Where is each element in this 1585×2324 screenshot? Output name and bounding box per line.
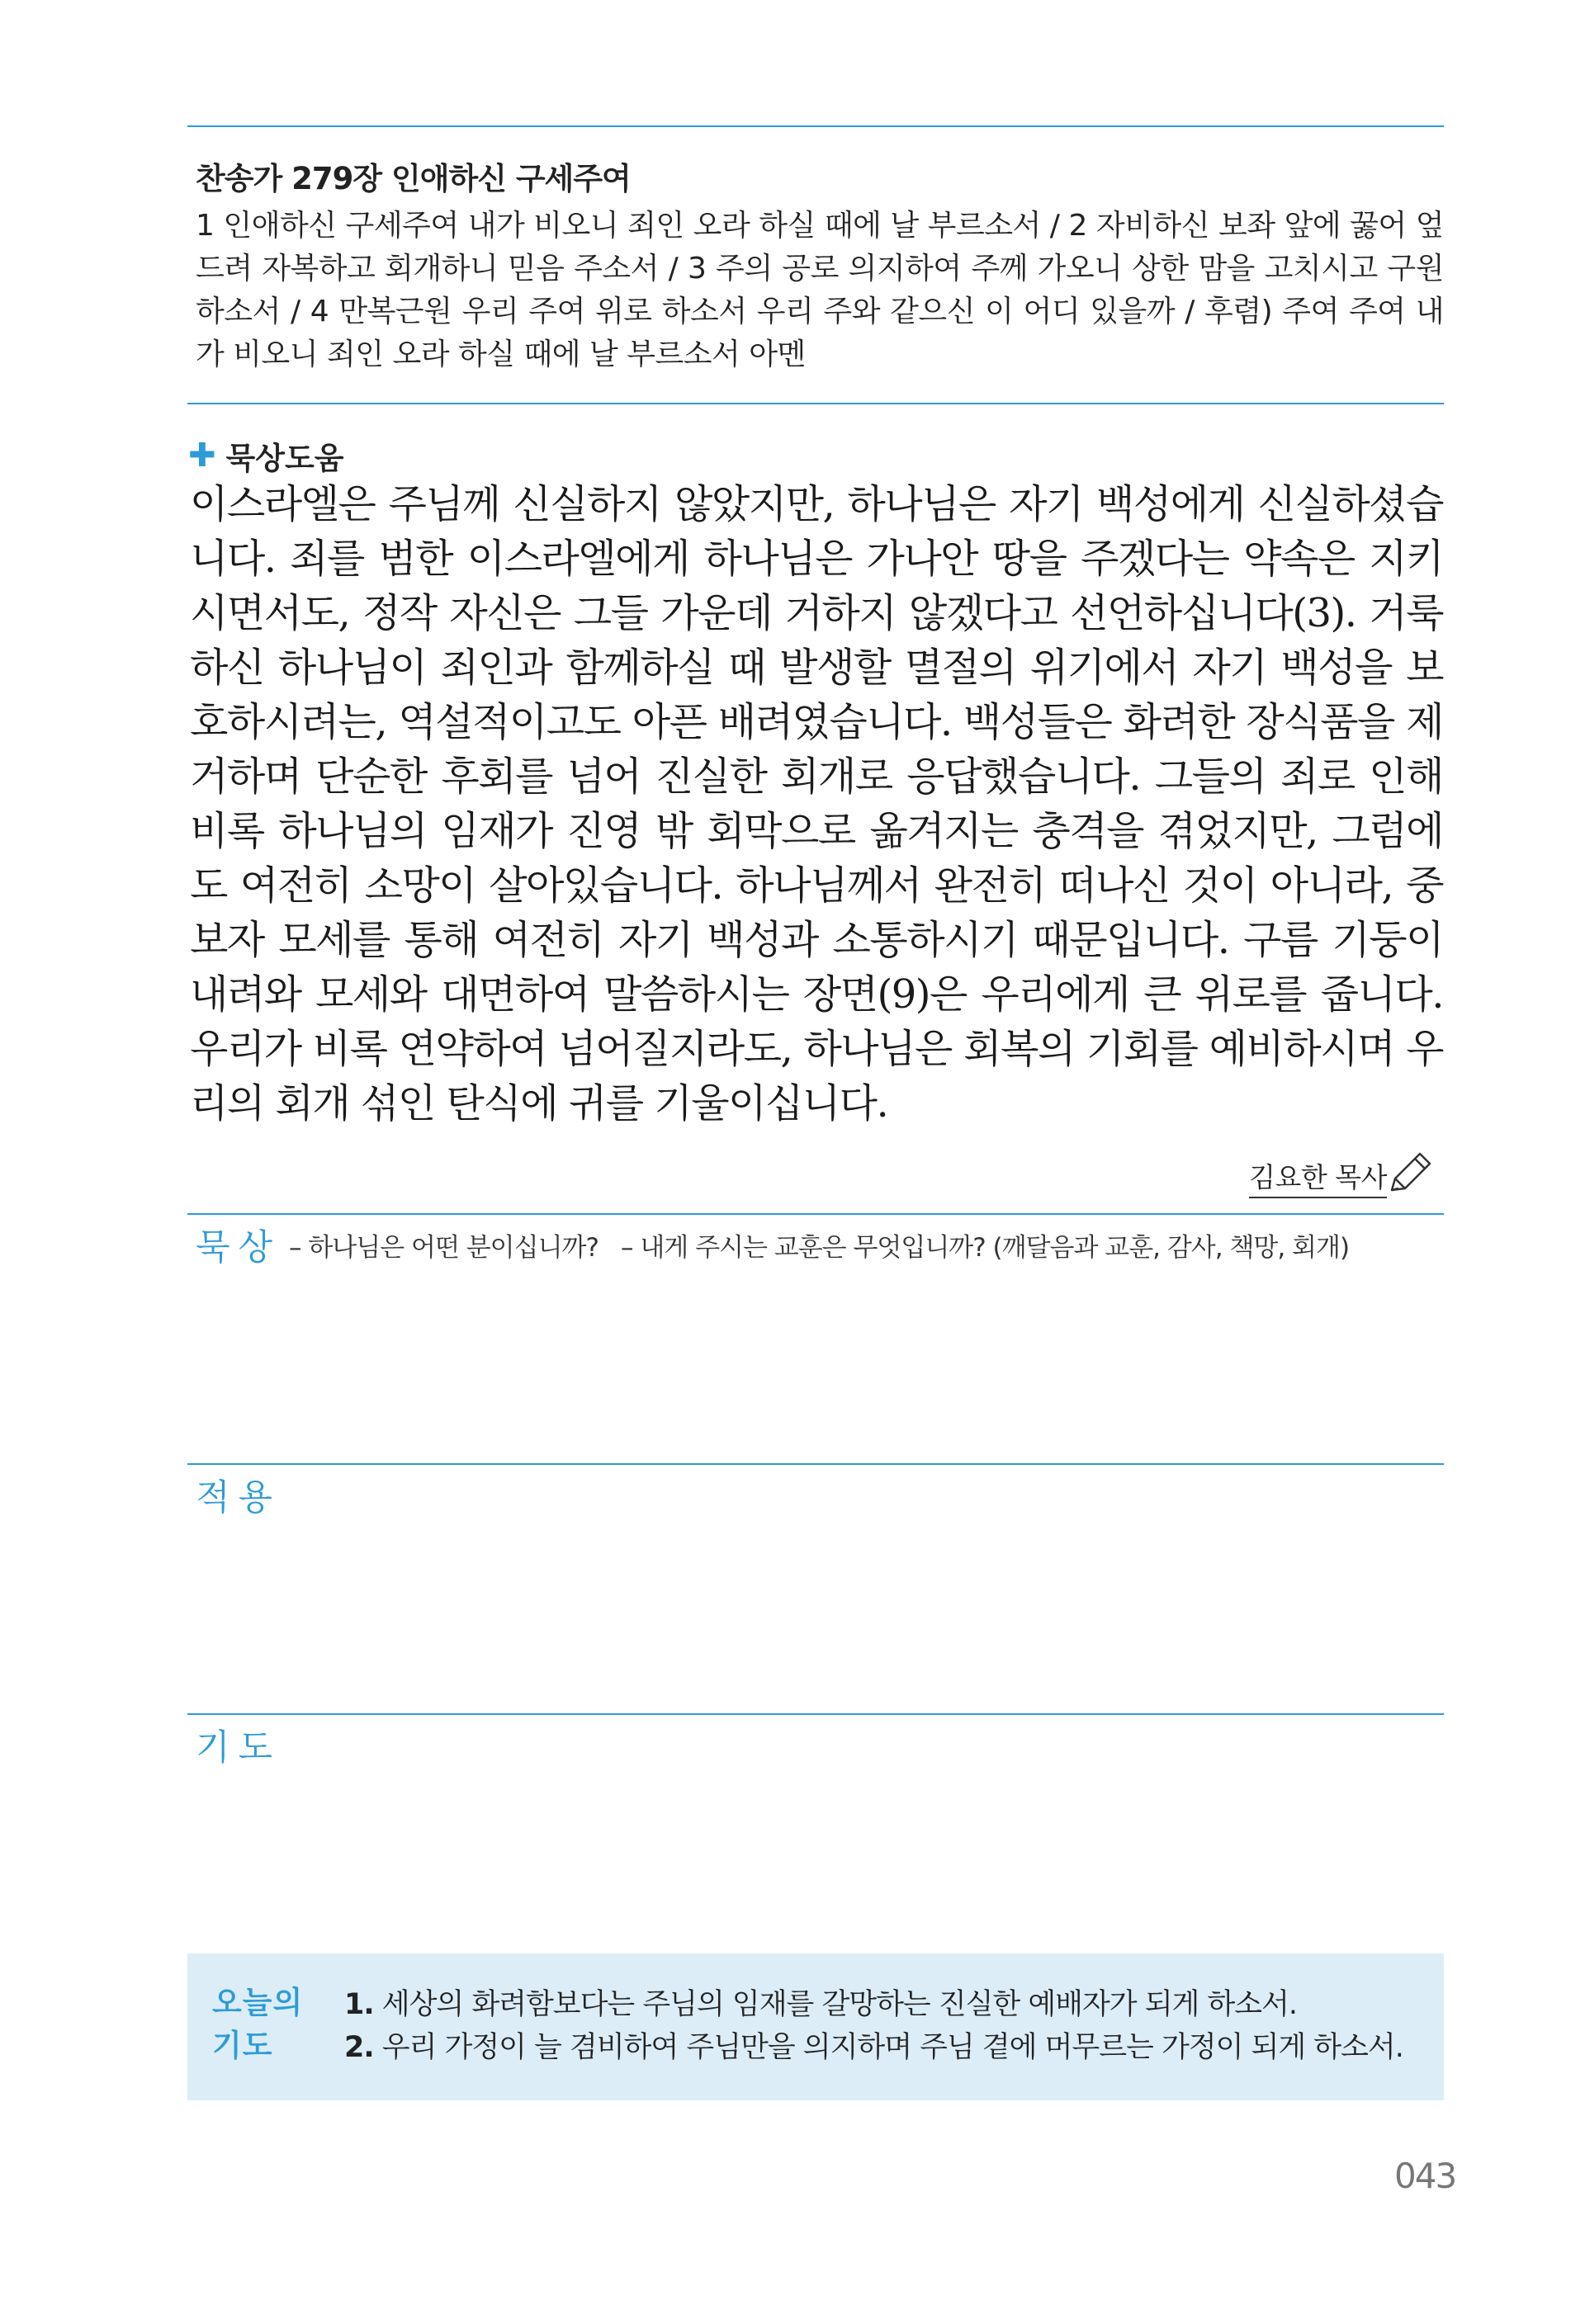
meditate-divider — [187, 1213, 1444, 1215]
top-divider — [187, 125, 1444, 127]
hymn-lyrics: 1 인애하신 구세주여 내가 비오니 죄인 오라 하실 때에 날 부르소서 / 2 자비하신 보좌 앞에 꿇어 엎드려 자복하고 회개하니 믿음 주소서 / 3 주의 공로 의지하여 주께 가오니 상한 맘을 고치시고 구원 하소서 / 4 만복근원 우리 주여 위로 하소서 우리 주와 같으신 이 어디 있을까 / 후렴) 주여 주여 내가 비오니 죄인 오라 하실 때에 날 부르소서 아멘 — [196, 209, 1444, 371]
prayer-item — [344, 1983, 1403, 2026]
today-prayer-box — [187, 1953, 1444, 2100]
today-prayer-label — [212, 1982, 303, 2067]
hymn-title: 찬송가 279장 인애하신 구세주여 — [196, 161, 631, 196]
today-prayer-label-line2: 기도 — [212, 2028, 273, 2063]
today-prayer-list — [344, 1983, 1403, 2069]
prayer-item-number: 2. — [344, 2031, 374, 2064]
plus-icon: ✚ — [188, 437, 216, 475]
apply-divider — [187, 1463, 1444, 1465]
today-prayer-label-line1: 오늘의 — [212, 1985, 304, 2020]
pencil-icon — [1384, 1145, 1436, 1198]
section-label-apply: 적용 — [196, 1477, 282, 1519]
section-label-meditate: 묵상 — [196, 1227, 282, 1268]
author-signature — [1249, 1145, 1436, 1198]
prayer-item-number: 1. — [344, 1988, 374, 2021]
pray-divider — [187, 1713, 1444, 1715]
section-label-pray: 기도 — [196, 1727, 282, 1769]
hymn-divider — [187, 403, 1444, 404]
page-number: 043 — [1394, 2156, 1456, 2196]
meditation-header-label: 묵상도움 — [225, 441, 344, 476]
prayer-item-text: 우리 가정이 늘 겸비하여 주님만을 의지하며 주님 곁에 머무르는 가정이 되게 하소서. — [381, 2031, 1403, 2064]
meditate-question-1: – 하나님은 어떤 분이십니까? — [289, 1233, 599, 1263]
meditation-header — [188, 433, 343, 478]
meditate-question-2: – 내게 주시는 교훈은 무엇입니까? (깨달음과 교훈, 감사, 책망, 회개) — [621, 1233, 1350, 1263]
prayer-item — [344, 2026, 1403, 2069]
meditation-body: 이스라엘은 주님께 신실하지 않았지만, 하나님은 자기 백성에게 신실하셨습니다. 죄를 범한 이스라엘에게 하나님은 가나안 땅을 주겠다는 약속은 지키시면서도, 정작 자신은 그들 가운데 거하지 않겠다고 선언하십니다(3). 거룩하신 하나님이 죄인과 함께하실 때 발생할 멸절의 위기에서 자기 백성을 보호하시려는, 역설적이고도 아픈 배려였습니다. 백성들은 화려한 장식품을 제거하며 단순한 후회를 넘어 진실한 회개로 응답했습니다. 그들의 죄로 인해 비록 하나님의 임재가 진영 밖 회막으로 옮겨지는 충격을 겪었지만, 그럼에도 여전히 소망이 살아있습니다. 하나님께서 완전히 떠나신 것이 아니라, 중보자 모세를 통해 여전히 자기 백성과 소통하시기 때문입니다. 구름 기둥이 내려와 모세와 대면하여 말씀하시는 장면(9)은 우리에게 큰 위로를 줍니다. 우리가 비록 연약하여 넘어질지라도, 하나님은 회복의 기회를 예비하시며 우리의 회개 섞인 탄식에 귀를 기울이십니다. — [190, 481, 1443, 1127]
prayer-item-text: 세상의 화려함보다는 주님의 임재를 갈망하는 진실한 예배자가 되게 하소서. — [381, 1988, 1298, 2021]
author-name: 김요한 목사 — [1249, 1156, 1387, 1198]
